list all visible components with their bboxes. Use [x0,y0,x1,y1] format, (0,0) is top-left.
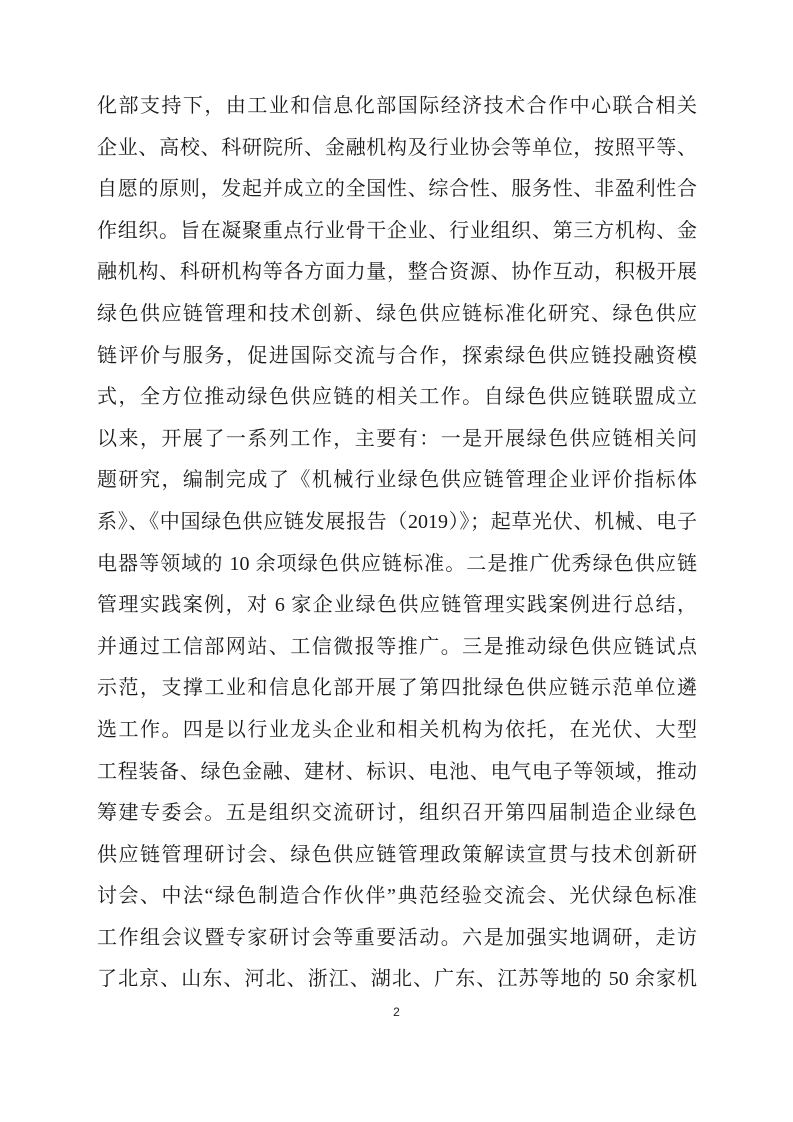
text-line: 式，全方位推动绿色供应链的相关工作。自绿色供应链联盟成立 [97,386,697,409]
text-line: 作组织。旨在凝聚重点行业骨干企业、行业组织、第三方机构、金 [97,219,697,242]
text-line: 筹建专委会。五是组织交流研讨，组织召开第四届制造企业绿色 [97,802,697,825]
text-line: 系》、《中国绿色供应链发展报告（2019）》；起草光伏、机械、电子 [97,510,697,533]
text-line: 管理实践案例，对 6 家企业绿色供应链管理实践案例进行总结， [97,594,697,617]
text-line: 融机构、科研机构等各方面力量，整合资源、协作互动，积极开展 [97,261,697,284]
text-line: 工作组会议暨专家研讨会等重要活动。六是加强实地调研，走访 [97,926,697,949]
text-line: 供应链管理研讨会、绿色供应链管理政策解读宣贯与技术创新研 [97,843,697,866]
text-line: 讨会、中法“绿色制造合作伙伴”典范经验交流会、光伏绿色标准 [97,885,697,908]
text-line: 链评价与服务，促进国际交流与合作，探索绿色供应链投融资模 [97,344,697,367]
text-line: 工程装备、绿色金融、建材、标识、电池、电气电子等领域，推动 [97,760,697,783]
text-line: 以来，开展了一系列工作，主要有：一是开展绿色供应链相关问 [97,427,697,450]
text-line: 电器等领域的 10 余项绿色供应链标准。二是推广优秀绿色供应链 [97,552,697,575]
page-number: 2 [393,1005,400,1019]
text-line: 自愿的原则，发起并成立的全国性、综合性、服务性、非盈利性合 [97,178,697,201]
body-text [97,86,697,1001]
text-line: 化部支持下，由工业和信息化部国际经济技术合作中心联合相关 [97,95,697,117]
text-line: 并通过工信部网站、工信微报等推广。三是推动绿色供应链试点 [97,635,697,658]
text-line: 示范，支撑工业和信息化部开展了第四批绿色供应链示范单位遴 [97,677,697,700]
text-line: 绿色供应链管理和技术创新、绿色供应链标准化研究、绿色供应 [97,302,697,325]
text-line: 题研究，编制完成了《机械行业绿色供应链管理企业评价指标体 [97,469,697,492]
text-line: 选工作。四是以行业龙头企业和相关机构为依托，在光伏、大型 [97,718,697,741]
text-line: 了北京、山东、河北、浙江、湖北、广东、江苏等地的 50 余家机 [97,968,697,991]
text-line: 企业、高校、科研院所、金融机构及行业协会等单位，按照平等、 [97,136,697,159]
